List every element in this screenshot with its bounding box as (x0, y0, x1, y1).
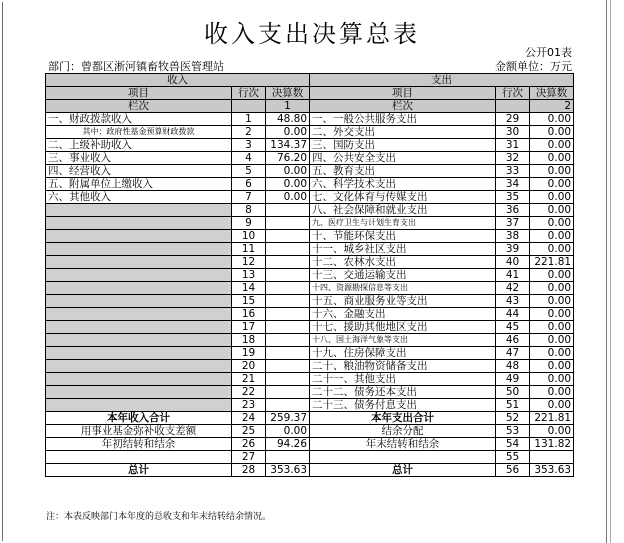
expense-amount: 0.00 (530, 178, 574, 191)
summary-row (46, 412, 574, 425)
income-item (46, 334, 232, 347)
expense-summary-item: 结余分配 (310, 425, 496, 438)
income-line: 11 (232, 243, 266, 256)
income-summary-line: 26 (232, 438, 266, 451)
table-row (46, 256, 574, 269)
expense-line: 40 (496, 256, 530, 269)
expense-item-header: 项目 (310, 87, 496, 100)
expense-line: 30 (496, 126, 530, 139)
table-row (46, 308, 574, 321)
expense-line: 36 (496, 204, 530, 217)
expense-line: 29 (496, 113, 530, 126)
expense-total-amount: 353.63 (530, 464, 574, 477)
table-row (46, 269, 574, 282)
income-line: 18 (232, 334, 266, 347)
expense-col-blank (496, 100, 530, 113)
income-item (46, 243, 232, 256)
expense-line: 49 (496, 373, 530, 386)
income-summary-line: 24 (232, 412, 266, 425)
expense-item: 九、医疗卫生与计划生育支出 (310, 217, 496, 230)
expense-line: 51 (496, 399, 530, 412)
income-summary-line: 25 (232, 425, 266, 438)
expense-line: 41 (496, 269, 530, 282)
expense-item: 十八、国土海洋气象等支出 (310, 334, 496, 347)
expense-total-line: 56 (496, 464, 530, 477)
income-line: 1 (232, 113, 266, 126)
income-total-label: 总计 (46, 464, 232, 477)
income-amount (266, 308, 310, 321)
income-item (46, 321, 232, 334)
income-col-label: 栏次 (46, 100, 232, 113)
income-line: 13 (232, 269, 266, 282)
table-row (46, 139, 574, 152)
expense-total-label: 总计 (310, 464, 496, 477)
income-amount (266, 256, 310, 269)
income-amount: 0.00 (266, 191, 310, 204)
table-row (46, 126, 574, 139)
table-row (46, 386, 574, 399)
expense-item: 二十、粮油物资储备支出 (310, 360, 496, 373)
left-border (2, 2, 3, 541)
expense-amount: 0.00 (530, 347, 574, 360)
expense-amount: 0.00 (530, 152, 574, 165)
income-summary-amount: 0.00 (266, 425, 310, 438)
income-amount: 0.00 (266, 165, 310, 178)
expense-summary-amount: 0.00 (530, 425, 574, 438)
expense-line: 34 (496, 178, 530, 191)
income-amount (266, 269, 310, 282)
income-amount: 134.37 (266, 139, 310, 152)
table-row (46, 191, 574, 204)
income-amount (266, 373, 310, 386)
summary-row (46, 438, 574, 451)
income-item (46, 282, 232, 295)
income-line-header: 行次 (232, 87, 266, 100)
expense-amount: 0.00 (530, 295, 574, 308)
expense-line: 33 (496, 165, 530, 178)
right-scroll-edge (606, 0, 624, 543)
expense-amount: 0.00 (530, 113, 574, 126)
page-title: 收入支出决算总表 (204, 20, 420, 48)
income-amount: 0.00 (266, 126, 310, 139)
expense-line: 48 (496, 360, 530, 373)
expense-amount: 0.00 (530, 139, 574, 152)
expense-item: 十一、城乡社区支出 (310, 243, 496, 256)
expense-summary-item: 年末结转和结余 (310, 438, 496, 451)
column-header-row (46, 87, 574, 100)
income-amount (266, 204, 310, 217)
income-line: 3 (232, 139, 266, 152)
income-amount (266, 217, 310, 230)
expense-item: 十、节能环保支出 (310, 230, 496, 243)
table-row (46, 165, 574, 178)
expense-item: 十九、住房保障支出 (310, 347, 496, 360)
income-item (46, 204, 232, 217)
expense-item: 十六、金融支出 (310, 308, 496, 321)
expense-amount: 0.00 (530, 399, 574, 412)
table-row (46, 295, 574, 308)
table-row (46, 334, 574, 347)
income-item: 三、事业收入 (46, 152, 232, 165)
income-line: 14 (232, 282, 266, 295)
income-amount (266, 360, 310, 373)
expense-item: 二、外交支出 (310, 126, 496, 139)
expense-amount: 0.00 (530, 269, 574, 282)
expense-amount-header: 决算数 (530, 87, 574, 100)
income-item: 五、附属单位上缴收入 (46, 178, 232, 191)
expense-amount: 0.00 (530, 217, 574, 230)
income-amount (266, 347, 310, 360)
income-item (46, 230, 232, 243)
expense-line: 35 (496, 191, 530, 204)
expense-col-label: 栏次 (310, 100, 496, 113)
expense-item: 十七、援助其他地区支出 (310, 321, 496, 334)
income-line: 10 (232, 230, 266, 243)
expense-amount: 221.81 (530, 256, 574, 269)
table-row (46, 399, 574, 412)
income-summary-amount (266, 451, 310, 464)
expense-amount: 0.00 (530, 308, 574, 321)
section-header-row (46, 74, 574, 87)
income-item (46, 308, 232, 321)
expense-item: 七、文化体育与传媒支出 (310, 191, 496, 204)
expense-item: 二十三、债务付息支出 (310, 399, 496, 412)
expense-amount: 0.00 (530, 334, 574, 347)
income-line: 8 (232, 204, 266, 217)
expense-line: 31 (496, 139, 530, 152)
expense-line: 43 (496, 295, 530, 308)
income-line: 19 (232, 347, 266, 360)
expense-line: 39 (496, 243, 530, 256)
expense-amount: 0.00 (530, 386, 574, 399)
income-summary-line: 27 (232, 451, 266, 464)
table-row (46, 178, 574, 191)
income-line: 9 (232, 217, 266, 230)
income-amount: 0.00 (266, 178, 310, 191)
expense-item: 六、科学技术支出 (310, 178, 496, 191)
expense-line: 50 (496, 386, 530, 399)
income-amount-header: 决算数 (266, 87, 310, 100)
income-amount (266, 399, 310, 412)
income-line: 4 (232, 152, 266, 165)
expense-summary-line: 53 (496, 425, 530, 438)
expense-item: 五、教育支出 (310, 165, 496, 178)
income-summary-item: 本年收入合计 (46, 412, 232, 425)
income-item: 二、上级补助收入 (46, 139, 232, 152)
income-line: 6 (232, 178, 266, 191)
income-item-header: 项目 (46, 87, 232, 100)
income-item (46, 360, 232, 373)
income-item (46, 347, 232, 360)
income-line: 12 (232, 256, 266, 269)
table-row (46, 152, 574, 165)
table-row (46, 217, 574, 230)
summary-row (46, 451, 574, 464)
income-item: 六、其他收入 (46, 191, 232, 204)
income-item (46, 399, 232, 412)
table-row (46, 321, 574, 334)
expense-amount: 0.00 (530, 243, 574, 256)
income-item (46, 217, 232, 230)
expense-item: 十四、资源勘探信息等支出 (310, 282, 496, 295)
income-line: 22 (232, 386, 266, 399)
expense-item: 二十一、其他支出 (310, 373, 496, 386)
income-total-line: 28 (232, 464, 266, 477)
table-row (46, 230, 574, 243)
income-line: 23 (232, 399, 266, 412)
income-item: 四、经营收入 (46, 165, 232, 178)
form-code: 公开01表 (525, 46, 572, 59)
income-amount (266, 386, 310, 399)
expense-item: 三、国防支出 (310, 139, 496, 152)
expense-line: 47 (496, 347, 530, 360)
income-col-index: 1 (266, 100, 310, 113)
expense-summary-line: 52 (496, 412, 530, 425)
income-item: 其中：政府性基金预算财政拨款 (46, 126, 232, 139)
expense-amount: 0.00 (530, 321, 574, 334)
income-amount (266, 334, 310, 347)
income-line: 2 (232, 126, 266, 139)
income-amount (266, 230, 310, 243)
expense-line: 37 (496, 217, 530, 230)
income-line: 15 (232, 295, 266, 308)
expense-amount: 0.00 (530, 373, 574, 386)
expense-line: 45 (496, 321, 530, 334)
income-summary-amount: 94.26 (266, 438, 310, 451)
expense-summary-line: 55 (496, 451, 530, 464)
expense-amount: 0.00 (530, 204, 574, 217)
income-line: 17 (232, 321, 266, 334)
income-expense-table (45, 73, 574, 477)
expense-amount: 0.00 (530, 191, 574, 204)
expense-amount: 0.00 (530, 360, 574, 373)
expense-item: 十二、农林水支出 (310, 256, 496, 269)
expense-line: 32 (496, 152, 530, 165)
expense-amount: 0.00 (530, 282, 574, 295)
table-row (46, 360, 574, 373)
income-line: 16 (232, 308, 266, 321)
expense-col-index: 2 (530, 100, 574, 113)
table-row (46, 282, 574, 295)
expense-amount: 0.00 (530, 126, 574, 139)
income-col-blank (232, 100, 266, 113)
income-amount (266, 282, 310, 295)
expense-section-header: 支出 (310, 74, 574, 87)
income-summary-item (46, 451, 232, 464)
expense-amount: 0.00 (530, 230, 574, 243)
income-item (46, 269, 232, 282)
expense-line: 44 (496, 308, 530, 321)
expense-summary-amount (530, 451, 574, 464)
income-section-header: 收入 (46, 74, 310, 87)
income-item (46, 256, 232, 269)
expense-item: 一、一般公共服务支出 (310, 113, 496, 126)
expense-item: 十五、商业服务业等支出 (310, 295, 496, 308)
expense-summary-amount: 131.82 (530, 438, 574, 451)
expense-summary-item (310, 451, 496, 464)
income-amount (266, 295, 310, 308)
income-amount: 76.20 (266, 152, 310, 165)
expense-summary-item: 本年支出合计 (310, 412, 496, 425)
unit-label: 金额单位：万元 (495, 60, 572, 73)
income-summary-amount: 259.37 (266, 412, 310, 425)
income-summary-item: 用事业基金弥补收支差额 (46, 425, 232, 438)
income-item: 一、财政拨款收入 (46, 113, 232, 126)
income-line: 20 (232, 360, 266, 373)
income-item (46, 386, 232, 399)
income-amount (266, 321, 310, 334)
expense-item: 四、公共安全支出 (310, 152, 496, 165)
expense-line-header: 行次 (496, 87, 530, 100)
income-line: 5 (232, 165, 266, 178)
income-amount: 48.80 (266, 113, 310, 126)
expense-item: 十三、交通运输支出 (310, 269, 496, 282)
income-line: 21 (232, 373, 266, 386)
expense-line: 42 (496, 282, 530, 295)
expense-item: 二十二、债务还本支出 (310, 386, 496, 399)
expense-amount: 0.00 (530, 165, 574, 178)
summary-row (46, 425, 574, 438)
income-amount (266, 243, 310, 256)
table-row (46, 243, 574, 256)
income-item (46, 373, 232, 386)
income-line: 7 (232, 191, 266, 204)
table-row (46, 113, 574, 126)
table-row (46, 373, 574, 386)
income-total-amount: 353.63 (266, 464, 310, 477)
expense-item: 八、社会保障和就业支出 (310, 204, 496, 217)
column-index-row (46, 100, 574, 113)
table-row (46, 347, 574, 360)
income-summary-item: 年初结转和结余 (46, 438, 232, 451)
expense-summary-line: 54 (496, 438, 530, 451)
department-label: 部门：曾都区淅河镇畜牧兽医管理站 (48, 60, 224, 73)
expense-line: 46 (496, 334, 530, 347)
expense-line: 38 (496, 230, 530, 243)
total-row (46, 464, 574, 477)
expense-summary-amount: 221.81 (530, 412, 574, 425)
table-row (46, 204, 574, 217)
footnote: 注：本表反映部门本年度的总收支和年末结转结余情况。 (46, 512, 272, 522)
income-item (46, 295, 232, 308)
